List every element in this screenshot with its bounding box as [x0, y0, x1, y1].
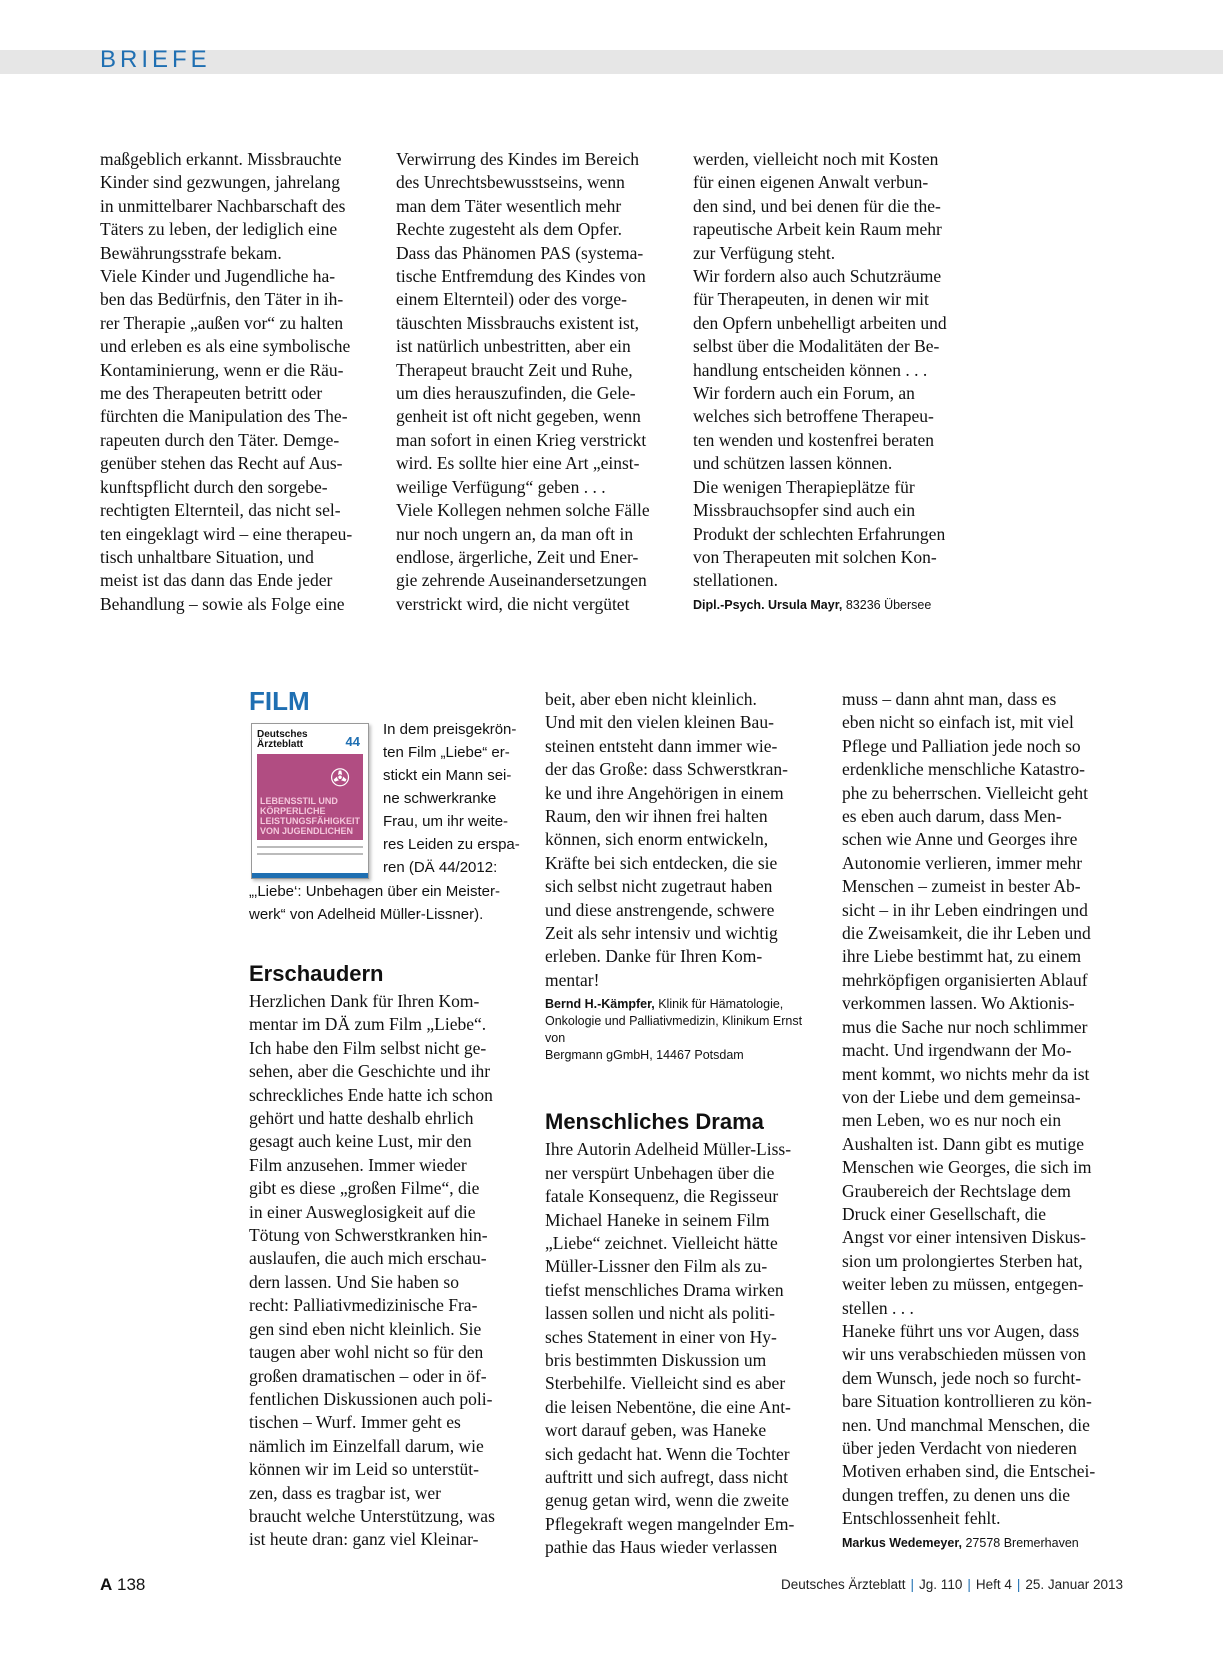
text-line: Kinder sind gezwungen, jahrelang — [100, 172, 341, 193]
cover-text-lines — [257, 846, 363, 860]
text-line: nur noch ungern an, da man oft in — [396, 523, 634, 544]
text-line: beit, aber eben nicht kleinlich. — [545, 689, 757, 709]
footer-citation: Deutsches Ärzteblatt | Jg. 110 | Heft 4 | 25. Januar 2013 — [780, 1577, 1123, 1592]
text-line: tisch unhaltbare Situation, und — [100, 546, 314, 567]
text-line: ten wenden und kostenfrei beraten — [693, 429, 935, 450]
text-line: „Liebe“ zeichnet. Vielleicht hätte — [545, 1232, 778, 1253]
text-line: zur Verfügung steht. — [693, 242, 836, 263]
text-line: Täters zu leben, der lediglich eine — [100, 219, 338, 240]
text-line: Und mit den vielen kleinen Bau- — [545, 712, 774, 733]
text-line: wort darauf geben, was Haneke — [545, 1420, 767, 1441]
text-line: ren (DÄ 44/2012: — [383, 859, 498, 876]
text-line: und erleben es als eine symbolische — [100, 336, 351, 357]
text-line: Druck einer Gesellschaft, die — [842, 1203, 1047, 1224]
footer-date: 25. Januar 2013 — [1025, 1577, 1123, 1592]
cover-stripe — [252, 873, 368, 878]
text-line: rechtigten Elternteil, das nicht sel- — [100, 500, 341, 521]
letter1-sig-line-2: Onkologie und Palliativmedizin, Klinikum Ernst von — [545, 1014, 803, 1046]
text-line: eben nicht so einfach ist, mit viel — [842, 712, 1074, 733]
film-section-label: FILM — [249, 686, 310, 716]
text-line: Graubereich der Rechtslage dem — [842, 1180, 1071, 1201]
cover-issue-number: 44 — [345, 734, 360, 749]
letter2-col-c-text — [842, 688, 1127, 1531]
text-line: von Therapeuten mit solchen Kon- — [693, 546, 937, 567]
text-line: Menschen – zumeist in bester Ab- — [842, 876, 1081, 897]
text-line: In dem preisgekrön- — [383, 721, 517, 738]
letter2-heading: Menschliches Drama — [545, 1109, 764, 1135]
text-line: „‚Liebe‘: Unbehagen über ein Meister- — [249, 883, 500, 900]
text-line: sich gedacht hat. Wenn die Tochter — [545, 1443, 790, 1464]
letter2-col-b-text — [545, 1138, 825, 1559]
text-line: ist natürlich unbestritten, aber ein — [396, 336, 631, 357]
text-line: schen wie Anne und Georges ihre — [842, 829, 1078, 850]
text-line: me des Therapeuten betritt oder — [100, 383, 323, 404]
text-line: Michael Haneke in seinem Film — [545, 1209, 770, 1230]
signature-name: Dipl.-Psych. Ursula Mayr, — [693, 597, 843, 612]
text-line: stellationen. — [693, 570, 779, 591]
text-line: pathie das Haus wieder verlassen — [545, 1537, 778, 1558]
text-line: meist ist das dann das Ende jeder — [100, 570, 333, 591]
text-line: wir uns verabschieden müssen von — [842, 1344, 1086, 1365]
text-line: muss – dann ahnt man, dass es — [842, 689, 1057, 709]
text-line: bris bestimmten Diskussion um — [545, 1349, 767, 1370]
text-line: schreckliches Ende hatte ich schon — [249, 1084, 493, 1105]
text-line: mehrköpfigen organisierten Ablauf — [842, 969, 1088, 990]
letter2-signature-name: Markus Wedemeyer, — [842, 1535, 962, 1550]
text-line: Sterbehilfe. Vielleicht sind es aber — [545, 1373, 786, 1394]
text-line: nämlich im Einzelfall darum, wie — [249, 1435, 484, 1456]
top-letter-col-3-text — [693, 148, 978, 593]
top-letter-signature — [693, 597, 978, 614]
text-line: einem Elternteil) oder des vorge- — [396, 289, 627, 310]
text-line: ner verspürt Unbehagen über die — [545, 1162, 775, 1183]
text-line: Kräfte bei sich entdecken, die sie — [545, 852, 778, 873]
text-line: zen, dass es tragbar ist, wer — [249, 1482, 441, 1503]
text-line: selbst über die Modalitäten der Be- — [693, 336, 940, 357]
text-line: erdenkliche menschliche Katastro- — [842, 759, 1085, 780]
text-line: gie zehrende Auseinandersetzungen — [396, 570, 647, 591]
text-line: Aushalten ist. Dann gibt es mutige — [842, 1133, 1085, 1154]
text-line: rapeuten durch den Täter. Demge- — [100, 429, 340, 450]
text-line: wird. Es sollte hier eine Art „einst- — [396, 453, 640, 474]
text-line: res Leiden zu erspa- — [383, 836, 520, 853]
text-line: der das Große: dass Schwerstkran- — [545, 759, 788, 780]
footer-issue: Heft 4 — [975, 1577, 1012, 1592]
section-label: BRIEFE — [100, 46, 211, 73]
text-line: mentar im DÄ zum Film „Liebe“. — [249, 1014, 487, 1035]
text-line: genüber stehen das Recht auf Aus- — [100, 453, 343, 474]
text-line: kunftspflicht durch den sorgebe- — [100, 476, 328, 497]
film-intro-full — [249, 880, 524, 926]
magazine-cover-thumbnail — [251, 723, 369, 879]
letter1-heading: Erschaudern — [249, 961, 384, 986]
text-line: Tötung von Schwerstkranken hin- — [249, 1225, 488, 1246]
text-line: Ihre Autorin Adelheid Müller-Liss- — [545, 1139, 792, 1160]
text-line: Pflegekraft wegen mangelnder Em- — [545, 1513, 795, 1534]
text-line: sches Statement in einer von Hy- — [545, 1326, 777, 1347]
text-line: Pflege und Palliation jede noch so — [842, 735, 1081, 756]
letter2-signature-place: 27578 Bremerhaven — [961, 1535, 1079, 1550]
text-line: Rechte zugesteht als dem Opfer. — [396, 219, 622, 240]
text-line: den sind, und bei denen für die the- — [693, 195, 941, 216]
footer-volume: Jg. 110 — [919, 1577, 963, 1592]
text-line: können wir im Leid so unterstüt- — [249, 1459, 479, 1480]
text-line: fatale Konsequenz, die Regisseur — [545, 1186, 779, 1207]
text-line: sion um prolongiertes Sterben hat, — [842, 1250, 1083, 1271]
text-line: endlose, ärgerliche, Zeit und Ener- — [396, 546, 639, 567]
text-line: welches sich betroffene Therapeu- — [693, 406, 934, 427]
text-line: braucht welche Unterstützung, was — [249, 1505, 495, 1526]
text-line: die Zweisamkeit, die ihr Leben und — [842, 923, 1091, 944]
text-line: tiefst menschliches Drama wirken — [545, 1279, 784, 1300]
text-line: verkommen lassen. Wo Aktionis- — [842, 993, 1075, 1014]
text-line: handlung entscheiden können . . . — [693, 359, 928, 380]
text-line: Kontaminierung, wenn er die Räu- — [100, 359, 344, 380]
text-line: Film anzusehen. Immer wieder — [249, 1154, 467, 1175]
text-line: Verwirrung des Kindes im Bereich — [396, 149, 639, 169]
text-line: täuschten Missbrauchs existent ist, — [396, 312, 640, 333]
text-line: fürchten die Manipulation des The- — [100, 406, 348, 427]
text-line: ten eingeklagt wird – eine therapeu- — [100, 523, 353, 544]
text-line: sicht – in ihr Leben eindringen und — [842, 899, 1088, 920]
text-line: Wir fordern auch ein Forum, an — [693, 383, 915, 404]
text-line: ne schwerkranke — [383, 790, 497, 807]
text-line: mentar! — [545, 969, 600, 990]
text-line: bare Situation kontrollieren zu kön- — [842, 1391, 1092, 1412]
text-line: verstrickt wird, die nicht vergütet — [396, 593, 630, 614]
top-letter-col-1 — [100, 148, 372, 616]
text-line: können, sich enorm entwickeln, — [545, 829, 769, 850]
text-line: ihre Liebe bestimmt hat, zu einem — [842, 946, 1082, 967]
text-line: recht: Palliativmedizinische Fra- — [249, 1295, 478, 1316]
text-line: tischen – Wurf. Immer geht es — [249, 1412, 461, 1433]
text-line: dern lassen. Und Sie haben so — [249, 1271, 459, 1292]
text-line: Behandlung – sowie als Folge eine — [100, 593, 345, 614]
text-line: Zeit als sehr intensiv und wichtig — [545, 923, 778, 944]
text-line: Haneke führt uns vor Augen, dass — [842, 1320, 1080, 1341]
text-line: Wir fordern also auch Schutzräume — [693, 266, 942, 287]
top-letter-col-2 — [396, 148, 671, 616]
text-line: für Therapeuten, in denen wir mit — [693, 289, 929, 310]
text-line: macht. Und irgendwann der Mo- — [842, 1040, 1072, 1061]
text-line: ben das Bedürfnis, den Täter in ih- — [100, 289, 344, 310]
letter1-sig-line-1: Klinik für Hämatologie, — [654, 997, 784, 1012]
text-line: weiter leben zu müssen, entgegen- — [842, 1274, 1084, 1295]
cover-figure-icon: ✇ — [330, 766, 351, 792]
text-line: taugen aber wohl nicht so für den — [249, 1342, 484, 1363]
text-line: ke und ihre Angehörigen in einem — [545, 782, 784, 803]
page-number: A 138 — [100, 1575, 146, 1594]
text-line: rer Therapie „außen vor“ zu halten — [100, 312, 344, 333]
text-line: sehen, aber die Geschichte und ihr — [249, 1061, 491, 1082]
signature-place: 83236 Übersee — [842, 597, 932, 612]
letter1-col-b — [545, 688, 825, 1560]
text-line: auftritt und sich aufregt, dass nicht — [545, 1466, 788, 1487]
text-line: tische Entfremdung des Kindes von — [396, 266, 646, 287]
text-line: Bewährungsstrafe bekam. — [100, 242, 282, 263]
letter1-signature — [545, 996, 825, 1064]
text-line: mus die Sache nur noch schlimmer — [842, 1016, 1088, 1037]
text-line: gehört und hatte deshalb ehrlich — [249, 1108, 474, 1129]
text-line: man dem Täter wesentlich mehr — [396, 195, 622, 216]
text-line: genheit ist oft nicht gegeben, wenn — [396, 406, 641, 427]
letter1-col-a-text — [249, 990, 534, 1552]
text-line: Viele Kinder und Jugendliche ha- — [100, 266, 336, 287]
text-line: gen sind eben nicht kleinlich. Sie — [249, 1318, 482, 1339]
text-line: rapeutische Arbeit kein Raum mehr — [693, 219, 942, 240]
cover-brand: Deutsches Ärzteblatt — [257, 729, 308, 750]
text-line: ten Film „Liebe“ er- — [383, 744, 510, 761]
text-line: men Leben, wo es nur noch ein — [842, 1110, 1062, 1131]
text-line: um dies herauszufinden, die Gele- — [396, 383, 636, 404]
letter1-sig-line-3: Bergmann gGmbH, 14467 Potsdam — [545, 1048, 744, 1063]
text-line: nen. Und manchmal Menschen, die — [842, 1414, 1090, 1435]
text-line: Missbrauchsopfer sind auch ein — [693, 500, 916, 521]
text-line: großen dramatischen – oder in öf- — [249, 1365, 487, 1386]
text-line: in unmittelbarer Nachbarschaft des — [100, 195, 346, 216]
text-line: ist heute dran: ganz viel Kleinar- — [249, 1529, 479, 1550]
text-line: Herzlichen Dank für Ihren Kom- — [249, 991, 480, 1011]
text-line: Entschlossenheit fehlt. — [842, 1508, 1001, 1529]
letter2-col-c — [842, 688, 1127, 1552]
text-line: auslaufen, die auch mich erschau- — [249, 1248, 487, 1269]
text-line: in einer Ausweglosigkeit auf die — [249, 1201, 476, 1222]
text-line: stickt ein Mann sei- — [383, 767, 512, 784]
text-line: steinen entsteht dann immer wie- — [545, 735, 778, 756]
letter1-signature-name: Bernd H.-Kämpfer, — [545, 997, 655, 1012]
text-line: Viele Kollegen nehmen solche Fälle — [396, 500, 650, 521]
text-line: Menschen wie Georges, die sich im — [842, 1157, 1092, 1178]
text-line: phe zu beherrschen. Vielleicht geht — [842, 782, 1088, 803]
text-line: Angst vor einer intensiven Diskus- — [842, 1227, 1086, 1248]
text-line: über jeden Verdacht von niederen — [842, 1438, 1077, 1458]
letter1-col-a — [249, 960, 534, 1552]
cover-title: LEBENSSTIL UND KÖRPERLICHE LEISTUNGSFÄHIGKEIT VON JUGENDLICHEN — [260, 796, 361, 836]
text-line: weilige Verfügung“ geben . . . — [396, 476, 606, 497]
text-line: Raum, den wir ihnen frei halten — [545, 806, 768, 827]
letter2-signature — [842, 1535, 1127, 1552]
text-line: genug getan wird, wenn die zweite — [545, 1490, 789, 1511]
text-line: von der Liebe und dem gemeinsa- — [842, 1086, 1081, 1107]
film-intro-side — [383, 718, 523, 879]
footer-journal: Deutsches Ärzteblatt — [780, 1577, 906, 1592]
text-line: und schützen lassen können. — [693, 453, 893, 474]
text-line: maßgeblich erkannt. Missbrauchte — [100, 149, 342, 169]
text-line: ment kommt, wo nichts mehr da ist — [842, 1063, 1090, 1084]
text-line: Motiven erhaben sind, die Entschei- — [842, 1461, 1096, 1482]
text-line: gibt es diese „großen Filme“, die — [249, 1178, 480, 1199]
letter1-col-b-text — [545, 688, 825, 992]
text-line: dungen treffen, zu denen uns die — [842, 1484, 1071, 1505]
text-line: Ich habe den Film selbst nicht ge- — [249, 1037, 487, 1058]
text-line: für einen eigenen Anwalt verbun- — [693, 172, 929, 193]
text-line: Die wenigen Therapieplätze für — [693, 476, 915, 497]
text-line: und diese anstrengende, schwere — [545, 899, 775, 920]
text-line: Dass das Phänomen PAS (systema- — [396, 242, 644, 263]
text-line: gesagt auch keine Lust, mir den — [249, 1131, 472, 1152]
text-line: Autonomie verlieren, immer mehr — [842, 852, 1083, 873]
text-line: Frau, um ihr weite- — [383, 813, 509, 830]
top-letter-col-3 — [693, 148, 978, 614]
text-line: es eben auch darum, dass Men- — [842, 806, 1062, 827]
text-line: sich selbst nicht zugetraut haben — [545, 876, 773, 897]
text-line: Produkt der schlechten Erfahrungen — [693, 523, 946, 544]
text-line: dem Wunsch, jede noch so furcht- — [842, 1367, 1082, 1388]
text-line: fentlichen Diskussionen auch poli- — [249, 1388, 493, 1409]
text-line: werk“ von Adelheid Müller-Lissner). — [249, 906, 484, 923]
text-line: lassen sollen und nicht als politi- — [545, 1303, 775, 1324]
text-line: man sofort in einen Krieg verstrickt — [396, 429, 647, 450]
text-line: die leisen Nebentöne, die eine Ant- — [545, 1396, 791, 1417]
text-line: des Unrechtsbewusstseins, wenn — [396, 172, 625, 193]
text-line: stellen . . . — [842, 1297, 914, 1318]
text-line: erleben. Danke für Ihren Kom- — [545, 946, 763, 967]
text-line: werden, vielleicht noch mit Kosten — [693, 149, 939, 169]
text-line: Therapeut braucht Zeit und Ruhe, — [396, 359, 633, 380]
text-line: Müller-Lissner den Film als zu- — [545, 1256, 768, 1277]
text-line: den Opfern unbehelligt arbeiten und — [693, 312, 947, 333]
